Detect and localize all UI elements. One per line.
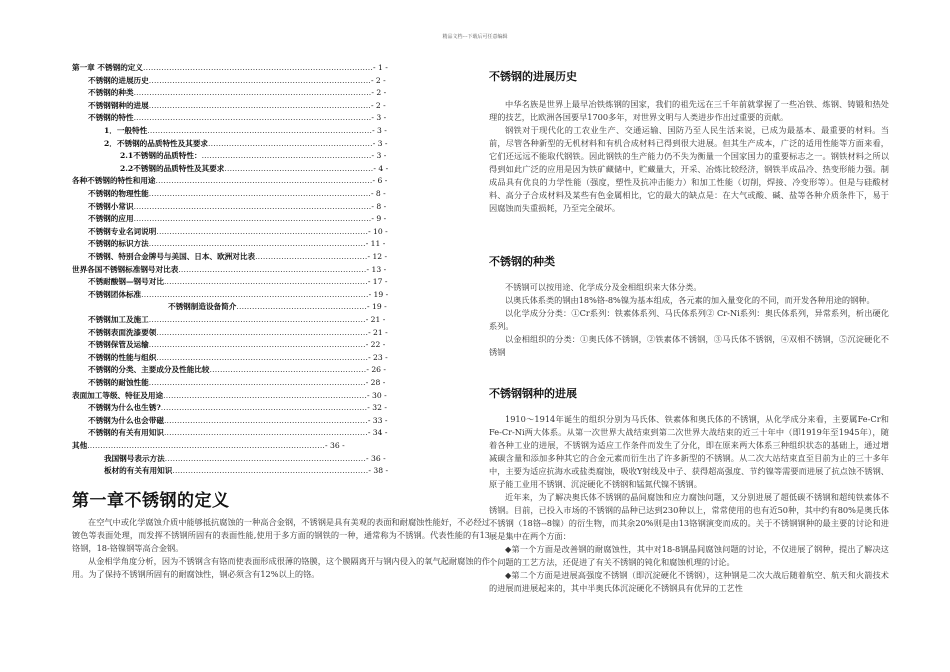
toc-entry-title: 不锈钢为什么也生锈? — [88, 403, 161, 413]
toc-entry-page: - 21 - — [365, 315, 386, 324]
toc-entry[interactable] — [72, 364, 498, 375]
toc-entry-page: - 6 - — [372, 176, 388, 186]
toc-entry-title: 不锈钢专业名词说明 — [88, 226, 157, 236]
toc-leader-dots: ........................................................................................ — [143, 63, 374, 72]
toc-entry-title: 不锈钢保管及运输 — [88, 340, 149, 350]
toc-leader-dots: ........................................................................................... — [133, 113, 372, 123]
toc-entry[interactable] — [72, 100, 498, 111]
toc-entry[interactable] — [72, 87, 498, 98]
toc-entry[interactable] — [72, 112, 498, 123]
toc-entry[interactable] — [72, 453, 514, 464]
toc-entry[interactable] — [72, 276, 498, 287]
toc-entry[interactable] — [72, 150, 530, 161]
section-development — [489, 385, 889, 595]
toc-entry-page: - 8 - — [371, 201, 387, 211]
section-paragraph: 1910～1914年诞生的组织分别为马氏体、铁素体和奥氏体的不锈钢，从化学成分来看，主要属Fe-Cr和 Fe-Cr-Ni两大体系。从第一次世界大战结束到第二次世界大战结束的近三十年中（即1919年至1945年），随着各种工业的进展，不锈钢为适应工作条件而发生了分化，即在原来两大体系三种组织状态的基础上，通过增减碳含量和添加多种其它的合金元素而衍生出了许多新型的不锈钢。从二次大站结束直至目前为止的三十多年中，主要为适应抗海水或盐类腐蚀，吸收Y射线及中子、获得超高强度、节约镍等需要而进展了抗点蚀不锈钢、原子能工业用不锈钢、沉淀硬化不锈钢和锰氮代镍不锈钢。 — [489, 414, 889, 489]
toc-entry-title: 我国钢号表示方法 — [104, 453, 165, 463]
toc-entry-page: - 3 - — [371, 113, 387, 123]
toc-leader-dots: ....................................................................................... — [141, 289, 369, 299]
toc-leader-dots: ................................................................................... — [148, 378, 366, 387]
toc-leader-dots: ................................................................................... — [148, 340, 366, 350]
toc-entry[interactable] — [72, 188, 498, 199]
toc-leader-dots: ......................................................... — [224, 163, 374, 173]
toc-leader-dots: ................................................................................. — [156, 226, 369, 236]
toc-entry-title: 不锈耐酸钢—钢号对比 — [88, 277, 164, 287]
toc-entry-title: 不锈钢的物理性能 — [88, 189, 149, 198]
toc-leader-dots: ............................................................................... — [160, 403, 368, 413]
toc-entry[interactable] — [72, 427, 498, 438]
toc-entry-page: - 8 - — [370, 189, 386, 198]
toc-entry-title: 不锈钢的种类 — [88, 88, 134, 98]
toc-entry-title: 各种不锈钢的特性和用途 — [72, 176, 156, 186]
toc-entry[interactable] — [72, 339, 498, 350]
toc-leader-dots: ................................................................. — [201, 151, 372, 161]
chapter-paragraph: 在空气中或化学腐蚀介质中能够抵抗腐蚀的一种高合金钢，不锈钢是具有美观的表面和耐腐蚀性能好，不必经过镀色等表面处理，而发挥不锈钢所固有的表面性能,使用于多方面的钢铁的一种，通常称为不锈钢。代表性能的有13铬钢，18-铬镍钢等高合金钢。 — [72, 517, 490, 553]
toc-entry-title: 不锈钢的有关有用知识 — [88, 428, 164, 438]
section-paragraph: ◆第一个方面是改善钢的耐腐蚀性，其中对18-8钢晶间腐蚀问题的讨论，不仅进展了钢种，提出了解决这个问题的工艺方法，还促进了有关不锈钢的钝化和腐蚀机理的讨论。 — [489, 544, 889, 567]
toc-leader-dots: ........................................................................ — [178, 264, 367, 274]
toc-entry-page: - 4 - — [373, 163, 389, 173]
toc-entry[interactable] — [72, 251, 498, 262]
section-paragraph: 不锈钢可以按用途、化学成分及金相组织来大体分类。 — [505, 282, 702, 292]
chapter-paragraph: 从金相学角度分析，因为不锈钢含有铬而使表面形成很薄的铬膜，这个膜隔离开与钢内侵入的氧气起耐腐蚀的作用。为了保持不锈钢所固有的耐腐蚀性，钢必须含有12%以上的铬。 — [72, 556, 490, 579]
toc-entry-page: - 22 - — [365, 340, 386, 350]
toc-entry-page: - 2 - — [370, 100, 386, 110]
toc-entry[interactable] — [72, 163, 530, 174]
chapter-body — [72, 516, 490, 581]
toc-entry-page: - 3 - — [371, 151, 387, 161]
toc-entry[interactable] — [72, 402, 498, 413]
section-paragraph: 以化学成分分类：①Cr系列：铁素体系列、马氏体系列② Cr-Ni系列：奥氏体系列，异常系列，析出硬化系列。 — [489, 308, 889, 331]
toc-entry-page: - 2 - — [371, 88, 387, 98]
toc-entry-title: 不锈钢团体标准 — [88, 289, 142, 299]
toc-entry-title: 2．不锈钢的品质特性及其要求 — [104, 138, 209, 148]
toc-entry-page: - 38 - — [368, 466, 389, 476]
toc-entry-title: 不锈钢小常识 — [88, 201, 134, 211]
toc-entry-page: - 1 - — [373, 63, 388, 72]
toc-entry-page: - 36 - — [325, 441, 345, 450]
toc-entry[interactable] — [72, 138, 514, 149]
toc-entry[interactable] — [72, 352, 498, 363]
toc-entry-title: 表面加工等级、特征及用途 — [72, 390, 164, 400]
toc-leader-dots: ........................................... — [255, 252, 368, 261]
toc-entry[interactable] — [72, 415, 498, 426]
toc-entry[interactable] — [72, 75, 498, 86]
toc-entry-title: 不锈钢的耐蚀性能 — [88, 378, 149, 387]
toc-leader-dots: .............................................................................. — [163, 428, 368, 438]
toc-leader-dots: ........................................................................................... — [133, 214, 372, 224]
toc-entry-page: - 28 - — [365, 378, 386, 387]
toc-entry-title: 1．一般特性 — [104, 126, 148, 135]
toc-entry-page: - 19 - — [368, 289, 389, 299]
toc-entry[interactable] — [72, 289, 498, 300]
toc-entry-page: - 10 - — [368, 226, 388, 236]
toc-entry[interactable] — [72, 62, 482, 73]
toc-entry[interactable] — [72, 314, 498, 325]
toc-entry-title: 不锈钢的进展历史 — [88, 75, 149, 85]
section-paragraph: 以奥氏体系类的钢由18%铬-8%镍为基本组成，各元素的加入量变化的不同，而开发各种用途的钢种。 — [505, 295, 875, 305]
section-paragraph: 中华名族是世界上最早冶铁炼钢的国家，我们的祖先远在三千年前就掌握了一些冶铁、炼钢、铸锻和热处理的技艺，比欧洲各国要早1700多年，对世界文明与人类进步作出过重要的贡献。 — [489, 99, 889, 122]
toc-entry-title: 不锈钢的应用 — [88, 214, 134, 224]
toc-entry-title: 不锈钢制造设备简介 — [168, 302, 237, 312]
toc-leader-dots: ................................................................................... — [155, 176, 373, 186]
toc-entry-page: - 21 - — [368, 327, 388, 337]
toc-leader-dots: .................................................. — [236, 302, 368, 312]
toc-leader-dots: ..................................................................................... — [148, 100, 371, 110]
toc-entry[interactable] — [72, 440, 482, 451]
toc-entry-page: - 36 - — [366, 453, 386, 463]
toc-entry-title: 不锈钢的标识方法 — [88, 239, 149, 249]
toc-entry-title: 不锈钢钢种的进展 — [88, 100, 149, 110]
section-types — [489, 253, 889, 359]
toc-leader-dots: ........................................................................................... — [133, 201, 372, 211]
toc-leader-dots: ..................................................................................... — [148, 189, 371, 198]
toc-entry-title: 不锈钢加工及施工 — [88, 315, 149, 324]
toc-entry[interactable] — [72, 226, 498, 237]
toc-entry-title: 板材的有关有用知识 — [104, 466, 173, 476]
section-paragraph: ◆第二个方面是进展高强度不锈钢（即沉淀硬化不锈钢），这种钢是二次大战后随着航空、航天和火箭技术的进展而进展起来的，其中半奥氏体沉淀硬化不锈钢具有优异的工艺性 — [489, 570, 889, 593]
toc-entry[interactable] — [72, 377, 498, 388]
section-history — [489, 68, 889, 215]
toc-leader-dots: ................................................................................... — [148, 315, 366, 324]
toc-leader-dots: ................................................................................. — [156, 327, 369, 337]
toc-entry[interactable] — [72, 201, 498, 212]
toc-leader-dots: .............................................................................. — [163, 277, 368, 287]
toc-entry-page: - 3 - — [372, 126, 387, 135]
toc-entry-page: - 2 - — [370, 75, 386, 85]
toc-entry-page: - 33 - — [367, 415, 388, 425]
toc-entry-title: 不锈钢的性能与组织 — [88, 352, 157, 362]
toc-entry-title: 不锈钢表面洗漆要领 — [88, 327, 157, 337]
toc-entry-page: - 13 - — [366, 264, 387, 274]
toc-entry-page: - 17 - — [367, 277, 388, 287]
toc-leader-dots: ............................................................................. — [164, 453, 367, 463]
toc-entry-title: 世界各国不锈钢标准钢号对比表 — [72, 264, 179, 274]
toc-entry[interactable] — [72, 125, 514, 136]
toc-entry[interactable] — [72, 465, 514, 476]
toc-entry[interactable] — [72, 213, 498, 224]
table-of-contents — [72, 62, 490, 480]
toc-entry-title: 不锈钢、特别合金牌号与美国、日本、欧洲对比表 — [88, 252, 256, 261]
section-title: 不锈钢钢种的进展 — [489, 387, 577, 400]
section-paragraph: 钢铁对于现代化的工农业生产、交通运输、国防乃至人民生活来说，已成为最基本、最重要的材料。当前，尽管各种新型的无机材料和有机合成材料已得到很大进展。但其生产成本，广泛的适用性能等方面来看，它们还远远不能取代钢铁。因此钢铁的生产能力仍不失为衡量一个国家国力的重要标志之一。钢铁材料之所以得到如此广泛的应用是因为铁矿藏储中，贮藏量大，开采、冶炼比较经济，钢铁半成品冷、热变形能力强。制成品具有优良的力学性能（强度，塑性及抗冲击能力）和加工性能（切削，焊接、冷变形等）。但是与硅酸材料、高分子合成材料及某些有色金属相比，它的最大的缺点是：在大气或酸、碱、盐等各种介质条件下，易于因腐蚀而失重损耗，乃至完全破坏。 — [489, 125, 889, 213]
section-paragraph: 以金相组织的分类：①奥氏体不锈钢，②铁素体不锈钢，③马氏体不锈钢，④双相不锈钢，⑤沉淀硬化不锈钢 — [489, 334, 889, 357]
toc-leader-dots: ................................................................................... — [148, 239, 366, 249]
toc-entry-page: - 23 - — [368, 352, 388, 362]
section-title: 不锈钢的种类 — [489, 255, 555, 268]
section-paragraph: 近年来，为了解决奥氏体不锈钢的晶间腐蚀和应力腐蚀问题，又分别进展了超低碳不锈钢和超纯铁素体不锈钢。目前，已投入市场的不锈钢的品种已达到230种以上，常常使用的也有近50种，其中约有80%是奥氏体不锈钢（18铬--8镍）的衍生物，而其余20%则是由13铬钢演变而成的。关于不锈钢钢种的最主要的讨论和进展是集中在两个方面： — [489, 492, 889, 541]
section-title: 不锈钢的进展历史 — [489, 70, 577, 83]
toc-leader-dots: ........................................................................... — [172, 466, 369, 476]
toc-entry[interactable] — [72, 327, 498, 338]
toc-entry-title: 其他 — [72, 441, 88, 450]
toc-entry[interactable] — [72, 264, 482, 275]
toc-entry-page: - 3 - — [372, 138, 388, 148]
toc-leader-dots: .............................................................................. — [163, 390, 368, 400]
toc-entry-page: - 11 - — [365, 239, 386, 249]
toc-leader-dots: .............................................................................. — [163, 415, 368, 425]
toc-entry-title: 第一章 不锈钢的定义 — [72, 63, 143, 72]
toc-entry-page: - 19 - — [367, 302, 387, 312]
toc-entry-page: - 9 - — [371, 214, 387, 224]
toc-entry-page: - 34 - — [367, 428, 388, 438]
toc-leader-dots: ............................................................ — [209, 365, 367, 375]
toc-leader-dots: ............................................................... — [208, 138, 373, 148]
toc-leader-dots: ...................................................................................... — [147, 126, 373, 135]
page-header: 精品文档---下载后可任意编辑 — [442, 34, 508, 40]
toc-entry-title: 不锈钢的分类、主要成分及性能比较 — [88, 365, 210, 375]
toc-leader-dots: ........................................................................................... — [87, 441, 326, 450]
chapter-title: 第一章不锈钢的定义 — [72, 491, 230, 511]
toc-entry-title: 2.1不锈钢的品质特性： — [120, 151, 202, 161]
toc-entry[interactable] — [72, 238, 498, 249]
toc-entry-page: - 26 - — [366, 365, 386, 375]
toc-leader-dots: ................................................................................. — [156, 352, 369, 362]
toc-entry-title: 不锈钢为什么也会带磁 — [88, 415, 164, 425]
toc-leader-dots: ..................................................................................... — [148, 75, 371, 85]
toc-entry-page: - 30 - — [367, 390, 387, 400]
toc-entry-page: - 12 - — [367, 252, 388, 261]
toc-entry[interactable] — [72, 390, 482, 401]
toc-entry-title: 2.2不锈钢的品质特性及其要求 — [120, 163, 225, 173]
toc-entry-title: 不锈钢的特性 — [88, 113, 134, 123]
toc-entry-page: - 32 - — [367, 403, 387, 413]
toc-entry[interactable] — [72, 175, 482, 186]
toc-leader-dots: ........................................................................................... — [133, 88, 372, 98]
